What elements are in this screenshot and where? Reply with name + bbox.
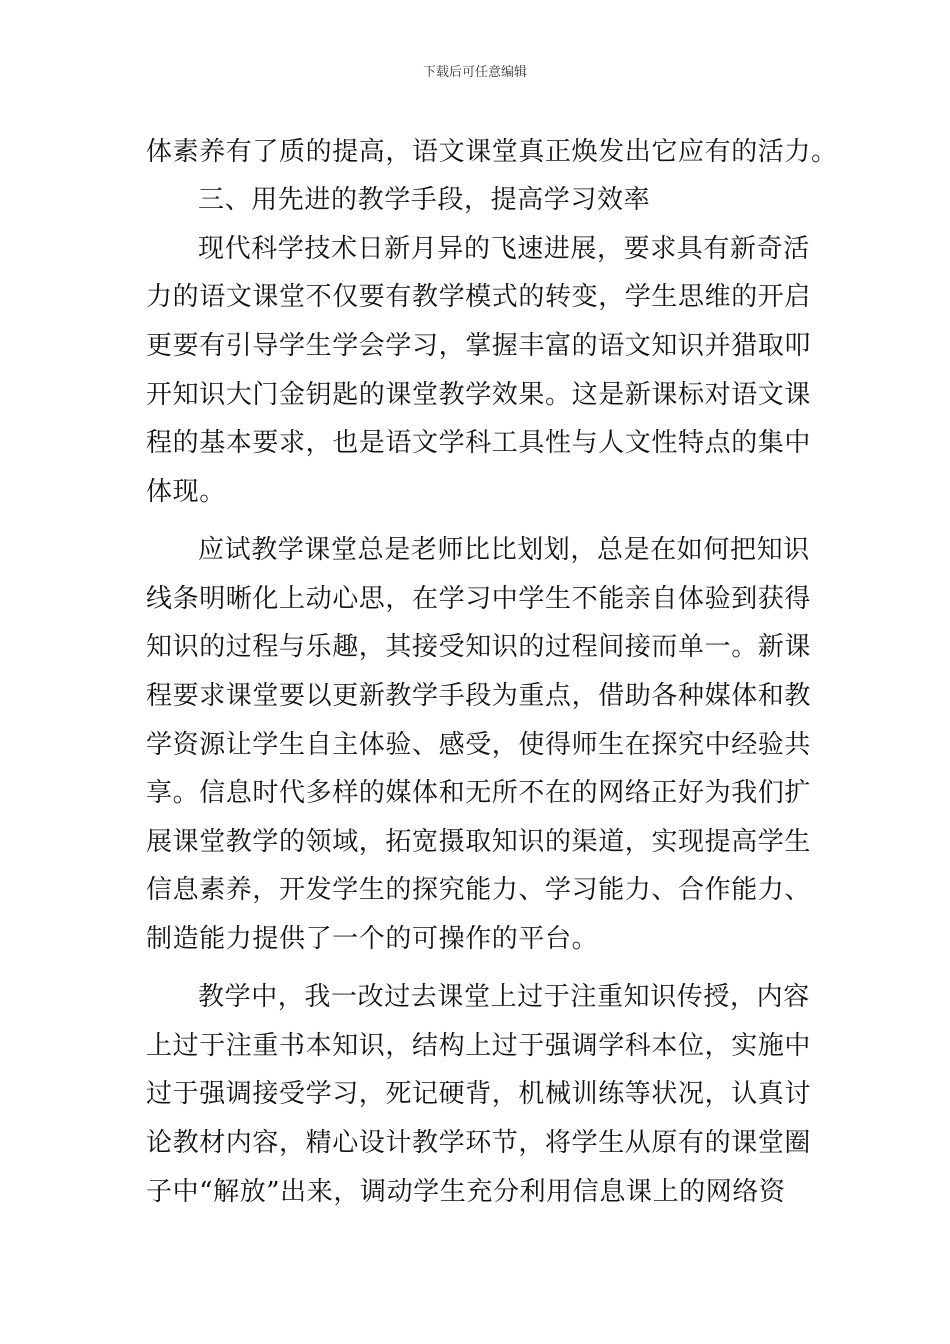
text-line: 学资源让学生自主体验、感受，使得师生在探究中经验共 (146, 730, 812, 760)
text-line: 过于强调接受学习，死记硬背，机械训练等状况，认真讨 (146, 1079, 812, 1109)
text-line: 体现。 (146, 477, 226, 507)
text-line: 线条明晰化上动心思，在学习中学生不能亲自体验到获得 (146, 584, 812, 614)
text-line: 子中“解放”出来，调动学生充分利用信息课上的网络资 (146, 1177, 786, 1207)
text-line: 上过于注重书本知识，结构上过于强调学科本位，实施中 (146, 1031, 812, 1061)
text-line: 现代科学技术日新月异的飞速进展，要求具有新奇活 (198, 234, 810, 264)
text-line: 展课堂教学的领域，拓宽摄取知识的渠道，实现提高学生 (146, 827, 812, 857)
text-line: 程要求课堂要以更新教学手段为重点，借助各种媒体和教 (146, 681, 812, 711)
text-line: 应试教学课堂总是老师比比划划，总是在如何把知识 (198, 535, 810, 565)
text-line: 知识的过程与乐趣，其接受知识的过程间接而单一。新课 (146, 632, 812, 662)
text-line: 更要有引导学生学会学习，掌握丰富的语文知识并猎取叩 (146, 331, 812, 361)
text-line: 力的语文课堂不仅要有教学模式的转变，学生思维的开启 (146, 282, 812, 312)
text-line: 体素养有了质的提高，语文课堂真正焕发出它应有的活力。 (146, 137, 838, 167)
text-line: 教学中，我一改过去课堂上过于注重知识传授，内容 (198, 982, 810, 1012)
text-line: 论教材内容，精心设计教学环节，将学生从原有的课堂圈 (146, 1128, 812, 1158)
text-line: 制造能力提供了一个的可操作的平台。 (146, 924, 599, 954)
text-line: 享。信息时代多样的媒体和无所不在的网络正好为我们扩 (146, 778, 812, 808)
text-line: 程的基本要求，也是语文学科工具性与人文性特点的集中 (146, 428, 812, 458)
page-header-note: 下载后可任意编辑 (422, 65, 527, 80)
section-heading: 三、用先进的教学手段，提高学习效率 (198, 185, 651, 215)
text-line: 信息素养，开发学生的探究能力、学习能力、合作能力、 (146, 875, 812, 905)
text-line: 开知识大门金钥匙的课堂教学效果。这是新课标对语文课 (146, 380, 812, 410)
